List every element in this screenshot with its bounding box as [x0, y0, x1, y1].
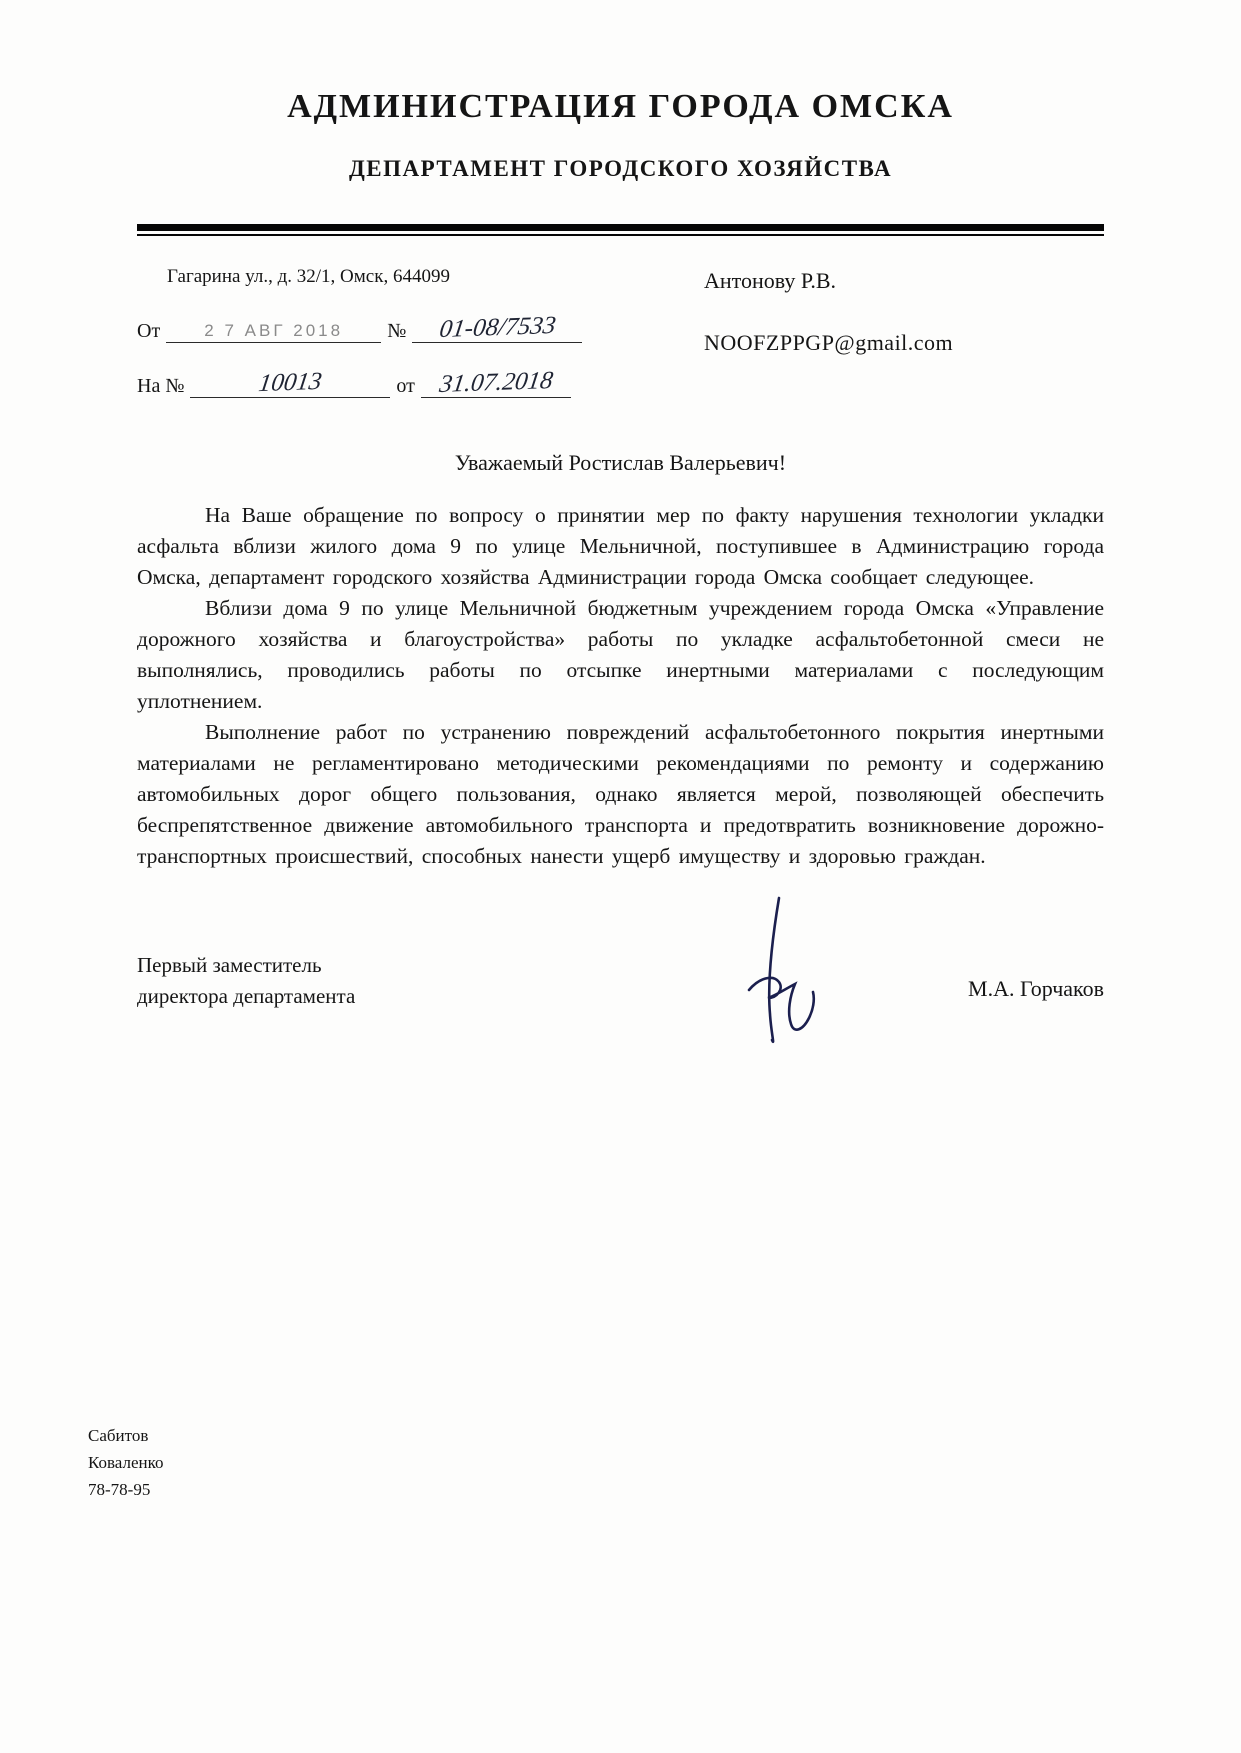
signer-position-line2: директора департамента	[137, 984, 356, 1008]
outgoing-line	[137, 311, 657, 344]
sender-block	[137, 266, 657, 398]
number-blank-field	[412, 311, 582, 344]
salutation: Уважаемый Ростислав Валерьевич!	[454, 450, 787, 475]
signer-name: М.А. Горчаков	[968, 976, 1104, 1001]
sender-address: Гагарина ул., д. 32/1, Омск, 644099	[167, 266, 450, 287]
header-divider-thin	[137, 234, 1104, 236]
letter-content	[137, 88, 1104, 1060]
ref-number-blank-field	[190, 367, 390, 398]
handwritten-signature-icon	[735, 892, 835, 1057]
recipient-name: Антонову Р.В.	[704, 268, 837, 293]
ref-label: На №	[137, 375, 185, 397]
date-stamp: 2 7 АВГ 2018	[204, 321, 344, 340]
signer-position-line1: Первый заместитель	[137, 953, 322, 977]
ref-number-handwritten: 10013	[257, 367, 324, 398]
ref-date-handwritten: 31.07.2018	[437, 367, 555, 398]
outgoing-number-handwritten: 01-08/7533	[437, 311, 558, 344]
ref-date-label: от	[396, 375, 415, 397]
number-label: №	[387, 320, 407, 342]
reference-line	[137, 367, 657, 398]
executor-line-1: Сабитов	[88, 1426, 149, 1445]
paragraph-2: Вблизи дома 9 по улице Мельничной бюджетным учреждением города Омска «Управление дорожного хозяйства и благоустройства» работы по укладке асфальтобетонной смеси не выполнялись, проводились работы по отсыпке инертными материалами с последующим уплотнением.	[137, 596, 1104, 713]
header-divider-thick	[137, 224, 1104, 231]
executor-line-2: Коваленко	[88, 1453, 164, 1472]
department-name: ДЕПАРТАМЕНТ ГОРОДСКОГО ХОЗЯЙСТВА	[348, 156, 893, 181]
ref-date-blank-field	[421, 367, 571, 398]
executor-phone: 78-78-95	[88, 1480, 151, 1499]
paragraph-3: Выполнение работ по устранению повреждений асфальтобетонного покрытия инертными материалами не регламентировано методическими рекомендациями по ремонту и содержанию автомобильных дорог общего пользования, однако является мерой, позволяющей обеспечить беспрепятственное движение автомобильного транспорта и предотвратить возникновение дорожно-транспортных происшествий, способных нанести ущерб имуществу и здоровью граждан.	[137, 720, 1104, 868]
requisites-row	[137, 266, 1104, 398]
recipient-block	[694, 266, 1104, 398]
executor-footer	[88, 1422, 164, 1503]
paragraph-1: На Ваше обращение по вопросу о принятии мер по факту нарушения технологии укладки асфальта вблизи жилого дома 9 по улице Мельничной, поступившее в Администрацию города Омска, департамент городского хозяйства Администрации города Омска сообщает следующее.	[137, 503, 1104, 589]
recipient-email: NOOFZPPGP@gmail.com	[704, 330, 954, 355]
org-name: АДМИНИСТРАЦИЯ ГОРОДА ОМСКА	[287, 88, 954, 125]
signature-block	[137, 950, 1104, 1060]
from-label: От	[137, 320, 161, 342]
signer-position	[137, 950, 1104, 1012]
date-blank-field	[166, 320, 381, 343]
letter-body	[137, 500, 1104, 872]
